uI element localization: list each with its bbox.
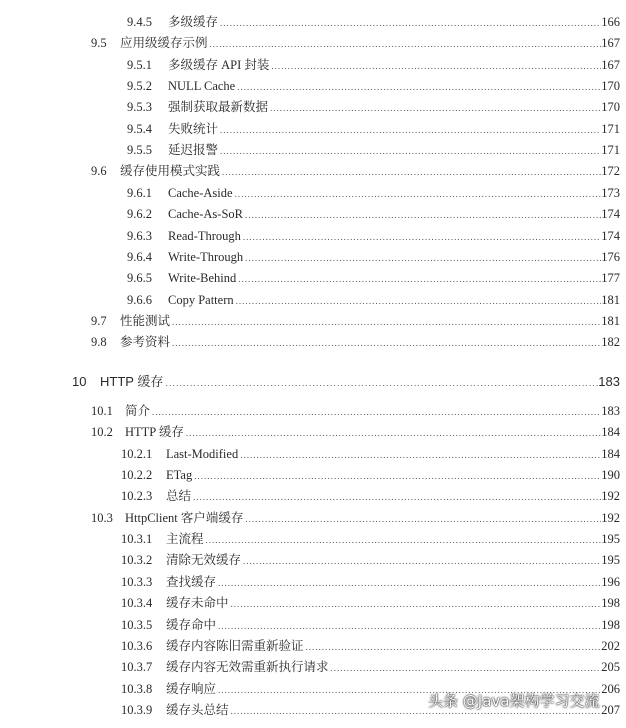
entry-page: 177 xyxy=(601,271,620,286)
dot-leader xyxy=(240,445,601,465)
toc-entry[interactable] xyxy=(0,572,620,592)
entry-number: 10.3.5 xyxy=(121,617,153,632)
entry-title: Cache-Aside xyxy=(168,185,233,200)
toc-entry[interactable] xyxy=(0,508,620,528)
dot-leader xyxy=(270,98,601,118)
entry-title: 总结 xyxy=(166,489,192,504)
entry-number: 10.2.1 xyxy=(121,446,153,461)
entry-title: 应用级缓存示例 xyxy=(120,36,208,51)
dot-leader xyxy=(220,13,601,33)
entry-page: 184 xyxy=(601,425,620,440)
entry-page: 195 xyxy=(601,532,620,547)
entry-page: 192 xyxy=(601,489,620,504)
entry-number: 10.2.2 xyxy=(121,468,153,483)
toc-entry[interactable] xyxy=(0,636,620,656)
toc-entry[interactable] xyxy=(0,140,620,160)
entry-title: HttpClient 客户端缓存 xyxy=(125,510,244,525)
entry-number: 9.5.1 xyxy=(127,57,152,72)
entry-title: Copy Pattern xyxy=(168,292,234,307)
dot-leader xyxy=(218,573,601,593)
chapter-title: HTTP 缓存 xyxy=(100,374,164,389)
dot-leader xyxy=(236,291,602,311)
entry-title: 强制获取最新数据 xyxy=(168,100,269,115)
dot-leader xyxy=(172,333,601,353)
entry-title: 简介 xyxy=(125,404,151,418)
dot-leader xyxy=(218,616,601,636)
entry-title: Last-Modified xyxy=(166,446,239,461)
dot-leader xyxy=(220,120,601,140)
entry-page: 195 xyxy=(601,553,620,568)
dot-leader xyxy=(210,34,602,54)
toc-entry[interactable] xyxy=(0,247,620,267)
entry-number: 9.6.3 xyxy=(127,228,152,243)
toc-entry[interactable] xyxy=(0,183,620,203)
dot-leader xyxy=(243,227,601,247)
toc-entry[interactable] xyxy=(0,76,620,96)
toc-entry[interactable] xyxy=(0,422,620,442)
toc-entry[interactable] xyxy=(0,119,620,139)
entry-number: 10.3.6 xyxy=(121,638,153,653)
entry-number: 9.7 xyxy=(91,313,107,328)
entry-page: 167 xyxy=(601,36,620,51)
entry-title: HTTP 缓存 xyxy=(125,425,184,440)
entry-number: 10.3.2 xyxy=(121,553,153,568)
entry-number: 10.2 xyxy=(91,425,113,440)
entry-title: Read-Through xyxy=(168,228,241,243)
entry-page: 170 xyxy=(601,100,620,115)
entry-page: 202 xyxy=(601,638,620,653)
toc-entry[interactable] xyxy=(0,268,620,288)
entry-page: 174 xyxy=(601,228,620,243)
entry-title: ETag xyxy=(166,468,193,483)
entry-number: 9.6.4 xyxy=(127,249,152,264)
entry-page: 198 xyxy=(601,617,620,632)
entry-title: 主流程 xyxy=(166,532,204,547)
entry-number: 9.6.6 xyxy=(127,292,152,307)
entry-title: 缓存命中 xyxy=(166,617,217,632)
entry-page: 206 xyxy=(601,681,620,696)
entry-title: 参考资料 xyxy=(120,335,171,350)
toc-entry[interactable] xyxy=(0,401,620,421)
dot-leader xyxy=(306,637,602,657)
entry-title: 失败统计 xyxy=(168,121,219,136)
entry-title: Write-Through xyxy=(168,249,244,264)
entry-page: 166 xyxy=(601,15,620,29)
entry-title: 缓存内容陈旧需重新验证 xyxy=(166,638,304,653)
entry-title: 缓存未命中 xyxy=(166,596,229,611)
entry-number: 10.1 xyxy=(91,404,113,418)
dot-leader xyxy=(331,658,602,678)
toc-entry[interactable] xyxy=(0,33,620,53)
entry-number: 9.8 xyxy=(91,335,107,350)
entry-page: 181 xyxy=(601,292,620,307)
entry-page: 192 xyxy=(601,510,620,525)
entry-title: 多级缓存 API 封装 xyxy=(168,57,270,72)
entry-page: 181 xyxy=(601,313,620,328)
entry-number: 10.3.8 xyxy=(121,681,153,696)
entry-number: 10.2.3 xyxy=(121,489,153,504)
toc-entry[interactable] xyxy=(0,465,620,485)
toc-entry[interactable] xyxy=(0,12,620,32)
toc-entry[interactable] xyxy=(0,486,620,506)
entry-page: 171 xyxy=(601,143,620,158)
watermark: 头条 @Java架构学习交流 xyxy=(428,692,600,710)
entry-number: 9.6 xyxy=(91,164,107,179)
dot-leader xyxy=(235,184,602,204)
dot-leader xyxy=(237,77,601,97)
entry-page: 190 xyxy=(601,468,620,483)
toc-entry[interactable] xyxy=(0,332,620,352)
toc-entry[interactable] xyxy=(0,55,620,75)
entry-number: 9.4.5 xyxy=(127,15,152,29)
entry-page: 173 xyxy=(601,185,620,200)
entry-page: 207 xyxy=(601,702,620,717)
dot-leader xyxy=(206,530,602,550)
dot-leader xyxy=(243,551,601,571)
entry-title: 缓存响应 xyxy=(166,681,217,696)
entry-title: 缓存使用模式实践 xyxy=(120,164,221,179)
dot-leader xyxy=(231,594,602,614)
toc-entry[interactable] xyxy=(0,615,620,635)
dot-leader xyxy=(271,56,601,76)
entry-number: 10.3 xyxy=(91,510,113,525)
entry-number: 10.3.4 xyxy=(121,596,153,611)
dot-leader xyxy=(186,423,601,443)
entry-page: 198 xyxy=(601,596,620,611)
toc-chapter-10[interactable] xyxy=(0,372,620,392)
toc-entry[interactable] xyxy=(0,657,620,677)
entry-page: 172 xyxy=(601,164,620,179)
entry-number: 10.3.3 xyxy=(121,574,153,589)
entry-title: 延迟报警 xyxy=(168,143,219,158)
toc-entry[interactable] xyxy=(0,161,620,181)
entry-page: 171 xyxy=(601,121,620,136)
entry-title: Write-Behind xyxy=(168,271,237,286)
entry-page: 183 xyxy=(601,404,620,418)
entry-title: NULL Cache xyxy=(168,79,236,94)
dot-leader xyxy=(194,466,601,486)
entry-number: 9.5.4 xyxy=(127,121,152,136)
entry-page: 205 xyxy=(601,660,620,675)
dot-leader xyxy=(222,162,601,182)
dot-leader xyxy=(245,509,601,529)
toc-entry[interactable] xyxy=(0,444,620,464)
toc-entry[interactable] xyxy=(0,529,620,549)
entry-page: 196 xyxy=(601,574,620,589)
entry-number: 9.5.5 xyxy=(127,143,152,158)
toc-entry[interactable] xyxy=(0,226,620,246)
chapter-number: 10 xyxy=(72,374,87,389)
entry-number: 9.6.5 xyxy=(127,271,152,286)
entry-title: 缓存内容无效需重新执行请求 xyxy=(166,660,329,675)
entry-page: 167 xyxy=(601,57,620,72)
entry-page: 182 xyxy=(601,335,620,350)
entry-title: 缓存头总结 xyxy=(166,702,229,717)
entry-page: 170 xyxy=(601,79,620,94)
entry-title: Cache-As-SoR xyxy=(168,207,243,222)
entry-number: 9.5 xyxy=(91,36,107,51)
dot-leader xyxy=(220,141,601,161)
toc-entry[interactable] xyxy=(0,97,620,117)
entry-number: 9.5.3 xyxy=(127,100,152,115)
entry-number: 9.5.2 xyxy=(127,79,152,94)
dot-leader xyxy=(193,487,601,507)
toc-entry[interactable] xyxy=(0,290,620,310)
entry-number: 9.6.2 xyxy=(127,207,152,222)
chapter-page: 183 xyxy=(598,374,620,389)
entry-page: 174 xyxy=(601,207,620,222)
entry-title: 性能测试 xyxy=(120,313,171,328)
entry-title: 多级缓存 xyxy=(168,15,219,29)
entry-title: 清除无效缓存 xyxy=(166,553,242,568)
dot-leader xyxy=(172,312,601,332)
toc-entry[interactable] xyxy=(0,593,620,613)
dot-leader xyxy=(245,248,601,268)
entry-number: 10.3.1 xyxy=(121,532,153,547)
entry-page: 176 xyxy=(601,249,620,264)
toc-entry[interactable] xyxy=(0,550,620,570)
dot-leader xyxy=(238,269,601,289)
toc-entry[interactable] xyxy=(0,204,620,224)
entry-number: 10.3.9 xyxy=(121,702,153,717)
entry-number: 9.6.1 xyxy=(127,185,152,200)
dot-leader xyxy=(245,205,601,225)
entry-number: 10.3.7 xyxy=(121,660,153,675)
dot-leader xyxy=(152,402,601,422)
dot-leader xyxy=(165,373,598,393)
entry-title: 查找缓存 xyxy=(166,574,217,589)
entry-page: 184 xyxy=(601,446,620,461)
toc-entry[interactable] xyxy=(0,311,620,331)
